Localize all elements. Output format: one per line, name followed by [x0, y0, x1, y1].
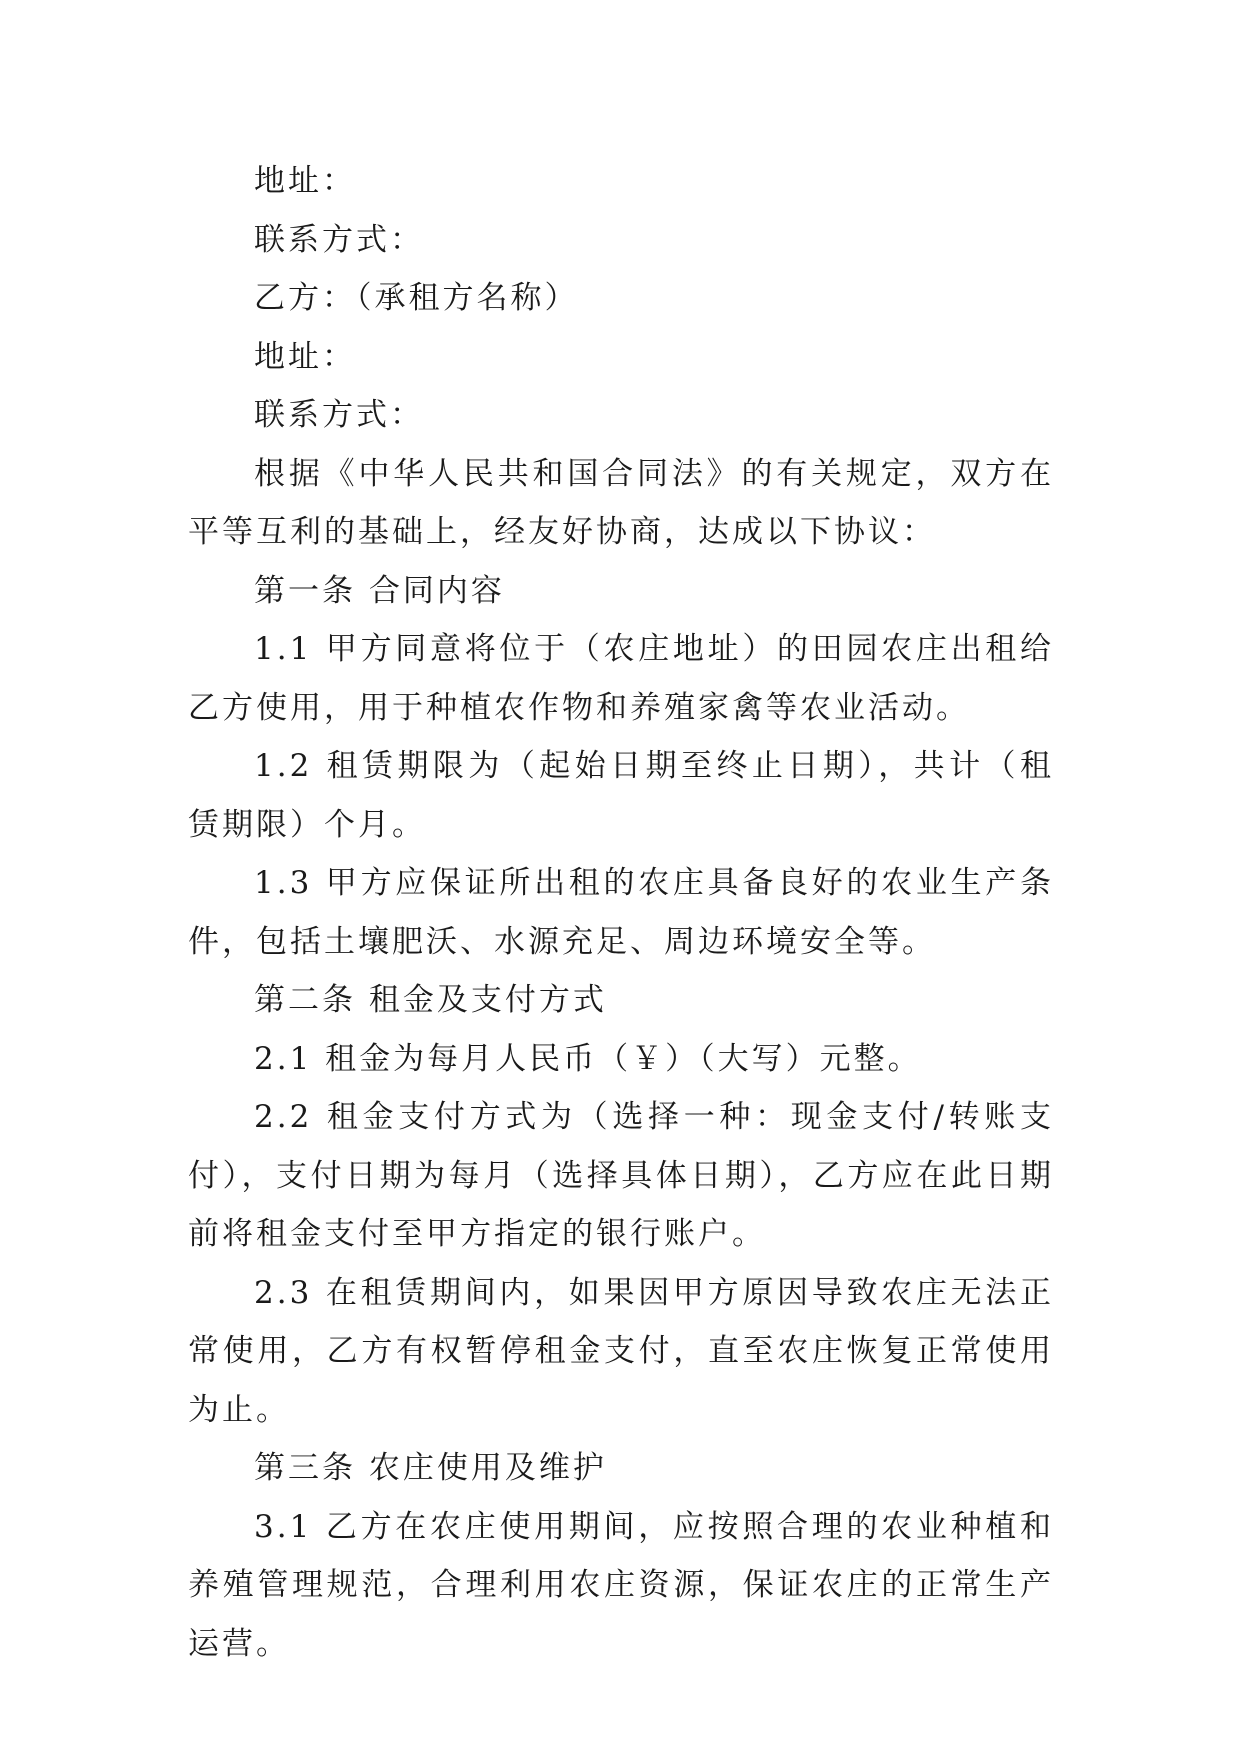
party-b-name-line: 乙方：（承租方名称） [254, 280, 579, 316]
document-body [188, 152, 1054, 1673]
party-a-contact-line: 联系方式： [254, 221, 424, 258]
party-b-contact-line: 联系方式： [254, 397, 424, 433]
clause-1-2: 1.2 租赁期限为（起始日期至终止日期），共计（租赁期限）个月。 [188, 748, 1054, 843]
article-3-heading: 第三条 农庄使用及维护 [254, 1450, 607, 1486]
article-2-heading: 第二条 租金及支付方式 [254, 982, 607, 1018]
clause-1-3: 1.3 甲方应保证所出租的农庄具备良好的农业生产条件，包括土壤肥沃、水源充足、周边环境安全等。 [188, 865, 1054, 960]
party-a-address-line: 地址： [254, 163, 356, 199]
clause-2-3: 2.3 在租赁期间内，如果因甲方原因导致农庄无法正常使用，乙方有权暂停租金支付，直至农庄恢复正常使用为止。 [188, 1274, 1054, 1428]
clause-3-1: 3.1 乙方在农庄使用期间，应按照合理的农业种植和养殖管理规范，合理利用农庄资源，保证农庄的正常生产运营。 [188, 1508, 1054, 1662]
article-1-heading: 第一条 合同内容 [254, 572, 505, 609]
preamble-paragraph: 根据《中华人民共和国合同法》的有关规定，双方在平等互利的基础上，经友好协商，达成以下协议： [188, 455, 1054, 550]
clause-2-2: 2.2 租金支付方式为（选择一种：现金支付/转账支付），支付日期为每月（选择具体日期），乙方应在此日期前将租金支付至甲方指定的银行账户。 [188, 1099, 1054, 1252]
clause-2-1: 2.1 租金为每月人民币（￥）（大写）元整。 [254, 1040, 922, 1077]
party-b-address-line: 地址： [254, 338, 356, 375]
clause-1-1: 1.1 甲方同意将位于（农庄地址）的田园农庄出租给乙方使用，用于种植农作物和养殖家禽等农业活动。 [188, 631, 1054, 726]
